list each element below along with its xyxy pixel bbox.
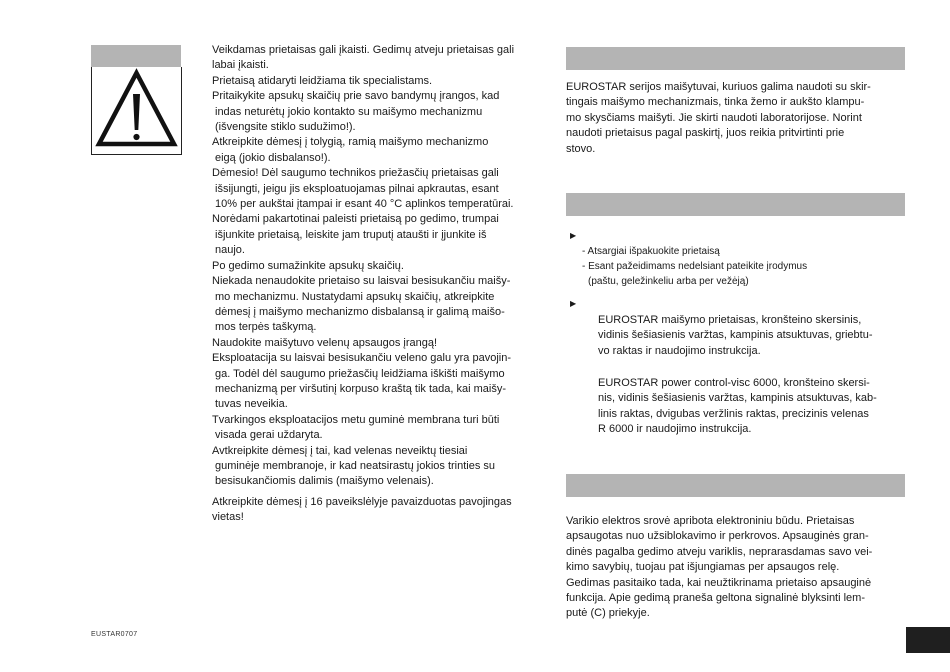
warning-line: mo mechanizmu. Nustatydami apsukų skaičių, atkreipkite [215,290,495,303]
warning-line: mechanizmą per viršutinį korpuso kraštą tik tada, kai maišy- [215,382,506,395]
warning-line: dėmesį į maišymo mechanizmo disbalansą ir galimą maišo- [215,305,505,318]
warning-line: Avtkreipkite dėmesį į tai, kad velenas neveiktų tiesiai [212,444,468,457]
page-tab [906,627,950,653]
warning-line: mos terpės taškymą. [215,321,317,334]
warning-line: ga. Todėl dėl saugumo priežasčių leidžiama iškišti maišymo [215,367,505,380]
intro-paragraph [566,80,906,157]
warning-line: Veikdamas prietaisas gali įkaisti. Gedimų atveju prietaisas gali [212,44,515,56]
warning-line: Eksploatacija su laisvai besisukančiu veleno galu yra pavojin- [212,352,511,365]
supply-line: linis raktas, dvigubas veržlinis raktas, precizinis velenas [598,407,869,420]
motor-line: apsaugotas nuo užsiblokavimo ir perkrovos. Apsauginės gran- [566,530,869,543]
warning-header-bar [91,45,181,67]
warning-line: Niekada nenaudokite prietaiso su laisvai besisukančiu maišy- [212,275,511,288]
supply-line: R 6000 ir naudojimo instrukcija. [598,423,752,436]
supply-line: nis, vidinis šešiasienis varžtas, kampinis atsuktuvas, kab- [598,392,877,405]
supply-list-1 [598,313,908,359]
warning-triangle-icon [92,67,181,154]
attention-note [212,495,547,526]
intro-line: EUROSTAR serijos maišytuvai, kuriuos galima naudoti su skir- [566,81,871,93]
attention-line: vietas! [212,511,244,524]
motor-line: dinės pagalba gedimo atveju variklis, neprarasdamas savo vei- [566,545,873,558]
unpack-item: (paštu, geležinkeliu arba per vežėją) [588,276,749,287]
section-header-bar-1 [566,47,905,70]
warning-line: Po gedimo sumažinkite apsukų skaičių. [212,259,404,272]
warning-line: Tvarkingos eksploatacijos metu guminė membrana turi būti [212,413,500,426]
warning-line: Norėdami pakartotinai paleisti prietaisą po gedimo, trumpai [212,213,499,226]
warning-line: (išvengsite stiklo sudužimo!). [215,121,356,134]
warning-line: Atkreipkite dėmesį į tolygią, ramią maišymo mechanizmo [212,136,489,149]
section-header-bar-3 [566,474,905,497]
motor-protection-paragraph [566,514,906,622]
motor-line: kimo savybių, tuojau pat išjungiamas per apsaugos relę. [566,561,840,574]
warning-box [91,67,182,155]
warning-line: indas neturėtų jokio kontakto su maišymo mechanizmu [215,105,483,118]
supply-line: EUROSTAR power control-visc 6000, kronšteino skersi- [598,377,870,389]
warning-line: guminėje membranoje, ir kad neatsirastų jokios trinties su [215,459,496,472]
motor-line: Gedimas pasitaiko tada, kai neužtikrinama prietaiso apsauginė [566,576,872,589]
supply-line: EUROSTAR maišymo prietaisas, kronšteino skersinis, [598,314,862,326]
motor-line: funkcija. Apie gedimą praneša geltona signalinė blyksinti lem- [566,592,866,605]
warning-line: Prietaisą atidaryti leidžiama tik specialistams. [212,74,433,87]
right-triangle-bullet-icon: ▶ [570,231,577,240]
right-triangle-bullet-icon: ▶ [570,299,577,308]
attention-line: Atkreipkite dėmesį į 16 paveikslėlyje pavaizduotas pavojingas [212,496,512,508]
supply-line: vidinis šešiasienis varžtas, kampinis atsuktuvas, griebtu- [598,329,873,342]
warning-line: išsijungti, jeigu jis eksploatuojamas pilnai apkrautas, esant [215,182,499,195]
warning-line: išjunkite prietaisą, leiskite jam truputį ataušti ir įjunkite iš [215,228,487,241]
warning-line: labai įkaisti. [212,59,269,72]
supply-list-2 [598,376,908,438]
warning-line: naujo. [215,244,245,257]
intro-line: mo skysčiams maišyti. Jie skirti naudoti laboratorijose. Norint [566,111,862,124]
warning-list [212,43,547,490]
unpack-item: - Atsargiai išpakuokite prietaisą [582,246,720,257]
unpack-item: - Esant pažeidimams nedelsiant pateikite įrodymus [582,261,808,272]
supply-line: vo raktas ir naudojimo instrukcija. [598,344,761,357]
warning-line: tuvas neveikia. [215,398,288,411]
warning-line: Dėmesio! Dėl saugumo technikos priežasčių prietaisas gali [212,167,499,180]
warning-line: Pritaikykite apsukų skaičių prie savo bandymų įrangos, kad [212,90,500,103]
unpack-list [582,244,902,289]
warning-line: eigą (jokio disbalanso!). [215,151,331,164]
section-header-bar-2 [566,193,905,216]
warning-line: visada gerai uždaryta. [215,429,323,442]
motor-line: Varikio elektros srovė apribota elektroniniu būdu. Prietaisas [566,515,855,527]
warning-line: besisukančiomis dalimis (maišymo velenais). [215,475,434,488]
motor-line: putė (C) priekyje. [566,607,650,620]
intro-line: tingais maišymo mechanizmais, tinka žemo ir aukšto klampu- [566,96,865,109]
footer-code: EUSTAR0707 [91,631,138,638]
intro-line: stovo. [566,142,596,155]
warning-line: Naudokite maišytuvo velenų apsaugos įrangą! [212,336,438,349]
intro-line: naudoti prietaisus pagal paskirtį, juos reikia pritvirtinti prie [566,127,845,140]
warning-line: 10% per aukštai įtampai ir esant 40 °C aplinkos temperatūrai. [215,198,514,211]
